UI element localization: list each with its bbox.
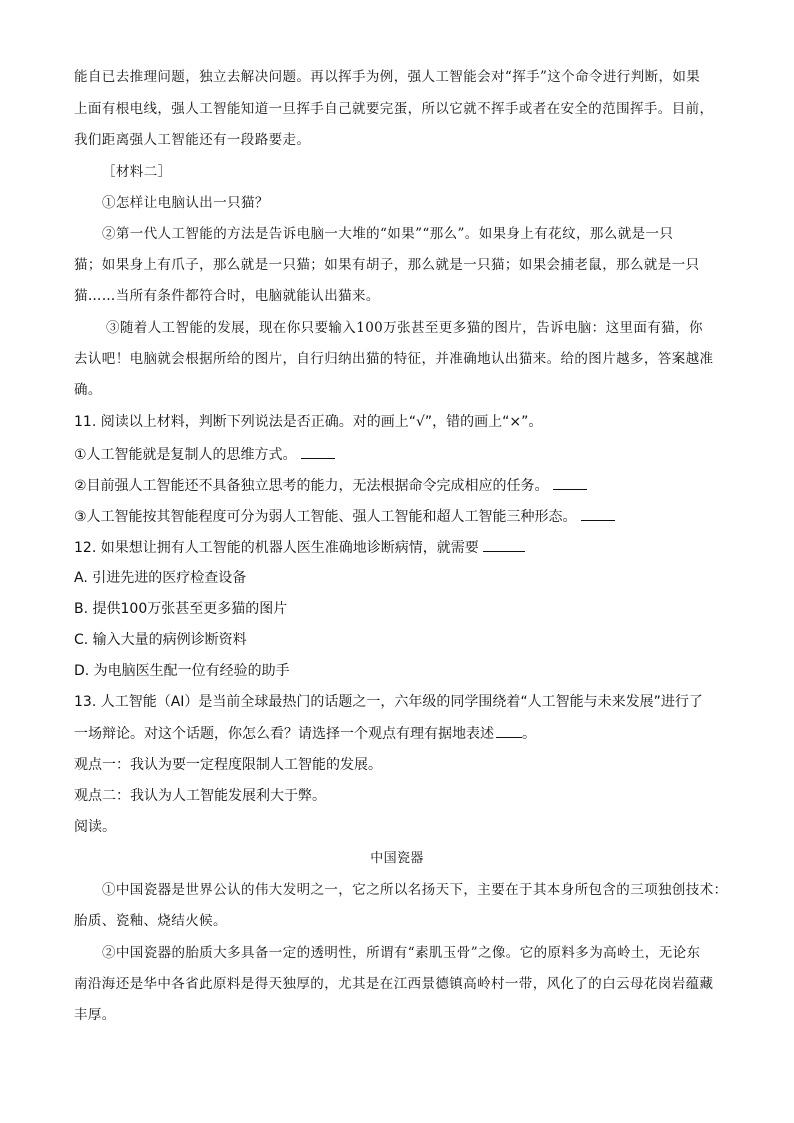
material2-paragraph-1: ①怎样让电脑认出一只猫？ [102,195,269,211]
reading-paragraph-1-line-2: 胎质、瓷釉、烧结火候。 [74,913,227,929]
material2-paragraph-3-line-2: 去认吧！电脑就会根据所给的图片，自行归纳出猫的特征，并准确地认出猫来。给的图片越多，答案越准 [74,351,714,367]
question-11-answer-blank-3[interactable] [581,506,615,521]
material2-label: ［材料二］ [102,164,172,180]
question-13-answer-blank[interactable] [496,723,522,738]
material1-line-2: 上面有根电线，强人工智能知道一旦挥手自己就要完蛋，所以它就不挥手或者在安全的范围挥手。目前， [74,101,714,117]
material2-paragraph-2-line-2: 猫；如果身上有爪子，那么就是一只猫；如果有胡子，那么就是一只猫；如果会捕老鼠，那么就是一只 [74,257,700,273]
question-13-line-2-end: 。 [522,726,536,742]
question-11-answer-blank-2[interactable] [553,475,587,490]
question-13-line-2 [74,723,536,744]
material2-paragraph-3-line-3: 确。 [74,382,102,398]
question-12-stem: 12. 如果想让拥有人工智能的机器人医生准确地诊断病情，就需要 [74,540,479,556]
question-11-item-3-text: ③人工智能按其智能程度可分为弱人工智能、强人工智能和超人工智能三种形态。 [74,509,577,525]
reading-paragraph-2-line-3: 丰厚。 [74,1007,116,1023]
question-12-option-a: A. 引进先进的医疗检查设备 [74,570,247,586]
question-12-option-c: C. 输入大量的病例诊断资料 [74,632,247,648]
question-11-item-1 [74,444,335,465]
reading-label: 阅读。 [74,819,116,835]
material2-paragraph-3-line-1: ③随着人工智能的发展，现在你只要输入100万张甚至更多猫的图片，告诉电脑：这里面有猫，你 [106,320,703,336]
question-13-line-1: 13. 人工智能（AI）是当前全球最热门的话题之一，六年级的同学围绕着“人工智能与未来发展”进行了 [74,694,703,710]
reading-paragraph-1-line-1: ①中国瓷器是世界公认的伟大发明之一，它之所以名扬天下，主要在于其本身所包含的三项独创技术： [102,882,728,898]
question-11-answer-blank-1[interactable] [301,444,335,459]
material2-paragraph-2-line-1: ②第一代人工智能的方法是告诉电脑一大堆的“如果”“那么”。如果身上有花纹，那么就是一只 [102,226,674,242]
reading-paragraph-2-line-2: 南沿海还是华中各省此原料是得天独厚的，尤其是在江西景德镇高岭村一带，风化了的白云母花岗岩蕴藏 [74,976,714,992]
question-11-item-3 [74,506,615,527]
question-11-stem: 11. 阅读以上材料，判断下列说法是否正确。对的画上“√”，错的画上“×”。 [74,414,543,430]
material1-line-3: 我们距离强人工智能还有一段路要走。 [74,132,311,148]
material1-line-1: 能自已去推理问题，独立去解决问题。再以挥手为例，强人工智能会对“挥手”这个命令进行判断，如果 [74,69,701,85]
reading-title: 中国瓷器 [370,851,424,866]
question-12-option-d: D. 为电脑医生配一位有经验的助手 [74,663,290,679]
question-11-item-1-text: ①人工智能就是复制人的思维方式。 [74,447,297,463]
question-11-item-2 [74,475,587,496]
reading-paragraph-2-line-1: ②中国瓷器的胎质大多具备一定的透明性，所谓有“素肌玉骨”之像。它的原料多为高岭土，无论东 [102,945,701,961]
material2-paragraph-2-line-3: 猫……当所有条件都符合时，电脑就能认出猫来。 [74,288,380,304]
question-13-view-2: 观点二：我认为人工智能发展利大于弊。 [74,788,326,804]
question-12-stem-row [74,537,525,558]
question-13-line-2-text: 一场辩论。对这个话题，你怎么看？请选择一个观点有理有据地表述 [74,726,494,742]
question-11-item-2-text: ②目前强人工智能还不具备独立思考的能力，无法根据命令完成相应的任务。 [74,478,549,494]
question-12-answer-blank[interactable] [483,537,525,552]
question-13-view-1: 观点一：我认为要一定程度限制人工智能的发展。 [74,757,382,773]
question-12-option-b: B. 提供100万张甚至更多猫的图片 [74,601,288,617]
